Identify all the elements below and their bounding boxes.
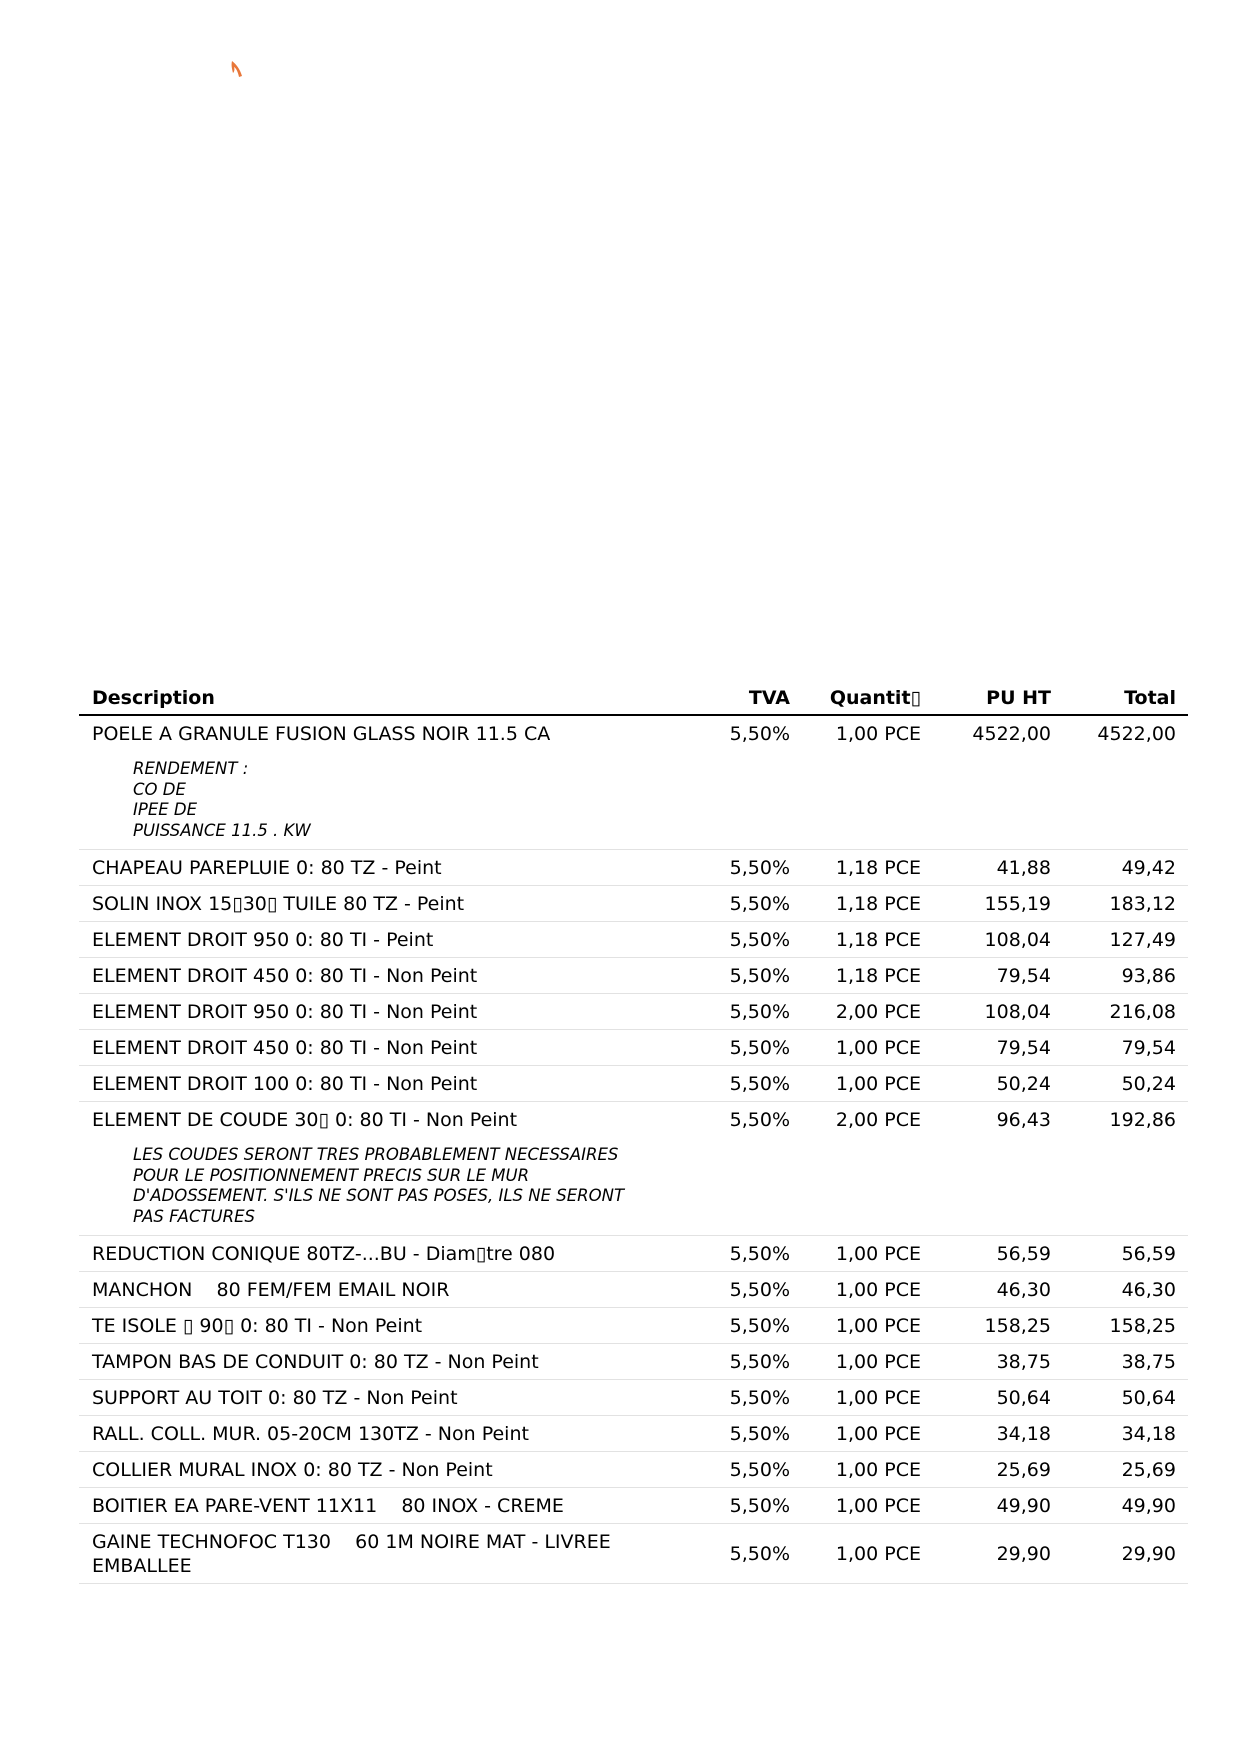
row-quantity: 1,00 PCE: [835, 1423, 921, 1445]
row-total: 46,30: [1121, 1279, 1176, 1301]
row-description-text: POELE A GRANULE FUSION GLASS NOIR 11.5 CA: [92, 723, 551, 745]
row-description: [79, 1278, 696, 1302]
row-total: 4522,00: [1097, 723, 1176, 745]
invoice-table: [79, 680, 1188, 1584]
row-note-line: PAS FACTURES: [133, 1206, 255, 1226]
table-row: [79, 1066, 1188, 1102]
table-row: [79, 1452, 1188, 1488]
row-description-text: COLLIER MURAL INOX 0: 80 TZ - Non Peint: [92, 1459, 493, 1481]
row-pu-ht: 25,69: [996, 1459, 1051, 1481]
row-quantity: 1,18 PCE: [835, 857, 921, 879]
logo-flame-icon: [230, 60, 246, 80]
row-tva: 5,50%: [729, 893, 790, 915]
row-tva: 5,50%: [729, 1495, 790, 1517]
row-quantity: 1,18 PCE: [835, 893, 921, 915]
row-description-text: BOITIER EA PARE-VENT 11X11 80 INOX - CREME: [92, 1495, 564, 1517]
row-tva: 5,50%: [729, 965, 790, 987]
row-total: 29,90: [1121, 1543, 1176, 1565]
row-description-text: REDUCTION CONIQUE 80TZ-...BU - Diam▯tre 080: [92, 1243, 556, 1265]
table-row: [79, 958, 1188, 994]
row-pu-ht: 29,90: [996, 1543, 1051, 1565]
row-description: [79, 892, 696, 916]
row-total: 49,42: [1121, 857, 1176, 879]
row-pu-ht: 41,88: [996, 857, 1051, 879]
row-description-text: ELEMENT DE COUDE 30▯ 0: 80 TI - Non Peint: [92, 1109, 518, 1131]
row-description: [79, 1422, 696, 1446]
row-description: [79, 1458, 696, 1482]
row-description: [79, 1530, 696, 1578]
row-total: 25,69: [1121, 1459, 1176, 1481]
row-quantity: 1,00 PCE: [835, 1315, 921, 1337]
row-total: 38,75: [1121, 1351, 1176, 1373]
row-tva: 5,50%: [729, 1423, 790, 1445]
header-quantity: Quantit▯: [829, 687, 921, 709]
table-row: [79, 886, 1188, 922]
row-description-line: EMBALLEE: [92, 1555, 192, 1577]
row-tva: 5,50%: [729, 1001, 790, 1023]
row-description-text: SUPPORT AU TOIT 0: 80 TZ - Non Peint: [92, 1387, 458, 1409]
row-description-line: GAINE TECHNOFOC T130 60 1M NOIRE MAT - LIVREE: [92, 1531, 611, 1553]
row-tva: 5,50%: [729, 1109, 790, 1131]
header-tva: TVA: [748, 687, 790, 709]
header-pu-ht: PU HT: [986, 687, 1051, 709]
table-row: [79, 850, 1188, 886]
table-row: [79, 1524, 1188, 1584]
table-row: [79, 922, 1188, 958]
row-total: 79,54: [1121, 1037, 1176, 1059]
table-row: [79, 1488, 1188, 1524]
row-total: 216,08: [1109, 1001, 1176, 1023]
row-total: 158,25: [1109, 1315, 1176, 1337]
row-description-text: CHAPEAU PAREPLUIE 0: 80 TZ - Peint: [92, 857, 442, 879]
row-description-text: SOLIN INOX 15▯30▯ TUILE 80 TZ - Peint: [92, 893, 465, 915]
row-quantity: 1,00 PCE: [835, 1459, 921, 1481]
row-description: [79, 722, 696, 844]
row-note-line: RENDEMENT :: [133, 759, 249, 778]
row-tva: 5,50%: [729, 1387, 790, 1409]
table-header: [79, 680, 1188, 716]
row-tva: 5,50%: [729, 929, 790, 951]
row-quantity: 1,18 PCE: [835, 929, 921, 951]
row-quantity: 1,00 PCE: [835, 1243, 921, 1265]
row-note-line: CO DE: [133, 779, 186, 799]
row-description-text: TE ISOLE ▯ 90▯ 0: 80 TI - Non Peint: [92, 1315, 423, 1337]
row-quantity: 1,00 PCE: [835, 723, 921, 745]
row-pu-ht: 158,25: [984, 1315, 1051, 1337]
row-note-line: D'ADOSSEMENT. S'ILS NE SONT PAS POSES, ILS NE SERONT: [133, 1186, 625, 1205]
row-description-text: RALL. COLL. MUR. 05-20CM 130TZ - Non Peint: [92, 1423, 529, 1445]
row-note-line: LES COUDES SERONT TRES PROBABLEMENT NECESSAIRES: [133, 1145, 619, 1164]
row-total: 183,12: [1109, 893, 1176, 915]
row-description-text: MANCHON 80 FEM/FEM EMAIL NOIR: [92, 1279, 450, 1301]
row-description-text: ELEMENT DROIT 950 0: 80 TI - Peint: [92, 929, 434, 951]
row-quantity: 2,00 PCE: [835, 1109, 921, 1131]
header-description: Description: [92, 687, 215, 709]
row-tva: 5,50%: [729, 857, 790, 879]
row-tva: 5,50%: [729, 1279, 790, 1301]
row-quantity: 1,00 PCE: [835, 1351, 921, 1373]
row-note-line: POUR LE POSITIONNEMENT PRECIS SUR LE MUR: [133, 1165, 530, 1185]
row-note-line: IPEE DE: [133, 800, 198, 819]
row-pu-ht: 108,04: [984, 929, 1051, 951]
header-total: Total: [1124, 687, 1176, 709]
row-description: [79, 1494, 696, 1518]
row-description: [79, 1386, 696, 1410]
row-quantity: 1,00 PCE: [835, 1037, 921, 1059]
row-total: 127,49: [1109, 929, 1176, 951]
row-pu-ht: 108,04: [984, 1001, 1051, 1023]
row-quantity: 1,00 PCE: [835, 1073, 921, 1095]
row-tva: 5,50%: [729, 1073, 790, 1095]
row-pu-ht: 56,59: [996, 1243, 1051, 1265]
table-row: [79, 1102, 1188, 1236]
row-total: 49,90: [1121, 1495, 1176, 1517]
row-description: [79, 928, 696, 952]
row-quantity: 1,00 PCE: [835, 1387, 921, 1409]
row-total: 93,86: [1121, 965, 1176, 987]
row-quantity: 1,00 PCE: [835, 1495, 921, 1517]
row-tva: 5,50%: [729, 1459, 790, 1481]
row-pu-ht: 50,24: [996, 1073, 1051, 1095]
row-description-text: TAMPON BAS DE CONDUIT 0: 80 TZ - Non Peint: [92, 1351, 539, 1373]
row-description-text: ELEMENT DROIT 450 0: 80 TI - Non Peint: [92, 965, 478, 987]
table-row: [79, 1030, 1188, 1066]
row-tva: 5,50%: [729, 1315, 790, 1337]
table-row: [79, 716, 1188, 850]
row-quantity: 1,18 PCE: [835, 965, 921, 987]
table-row: [79, 1236, 1188, 1272]
row-description: [79, 1036, 696, 1060]
row-total: 50,24: [1121, 1073, 1176, 1095]
row-description: [79, 1242, 696, 1266]
table-row: [79, 1344, 1188, 1380]
row-description-text: ELEMENT DROIT 450 0: 80 TI - Non Peint: [92, 1037, 478, 1059]
row-pu-ht: 46,30: [996, 1279, 1051, 1301]
table-row: [79, 1416, 1188, 1452]
row-note: [92, 746, 696, 844]
row-pu-ht: 38,75: [996, 1351, 1051, 1373]
table-row: [79, 1272, 1188, 1308]
row-tva: 5,50%: [729, 723, 790, 745]
row-description-text: ELEMENT DROIT 100 0: 80 TI - Non Peint: [92, 1073, 478, 1095]
row-total: 50,64: [1121, 1387, 1176, 1409]
table-row: [79, 994, 1188, 1030]
table-row: [79, 1308, 1188, 1344]
row-pu-ht: 96,43: [996, 1109, 1051, 1131]
row-pu-ht: 34,18: [996, 1423, 1051, 1445]
row-tva: 5,50%: [729, 1351, 790, 1373]
row-note-line: PUISSANCE 11.5 . KW: [133, 820, 311, 840]
row-description: [79, 1072, 696, 1096]
row-description: [79, 1314, 696, 1338]
row-pu-ht: 79,54: [996, 965, 1051, 987]
row-description: [79, 1108, 696, 1230]
row-description: [79, 964, 696, 988]
row-description: [79, 856, 696, 880]
row-total: 34,18: [1121, 1423, 1176, 1445]
row-pu-ht: 49,90: [996, 1495, 1051, 1517]
row-description: [79, 1350, 696, 1374]
row-pu-ht: 50,64: [996, 1387, 1051, 1409]
row-pu-ht: 79,54: [996, 1037, 1051, 1059]
row-note: [92, 1132, 696, 1230]
row-description-text: ELEMENT DROIT 950 0: 80 TI - Non Peint: [92, 1001, 478, 1023]
row-quantity: 2,00 PCE: [835, 1001, 921, 1023]
row-pu-ht: 4522,00: [972, 723, 1051, 745]
row-pu-ht: 155,19: [984, 893, 1051, 915]
table-row: [79, 1380, 1188, 1416]
row-total: 56,59: [1121, 1243, 1176, 1265]
row-description: [79, 1000, 696, 1024]
row-quantity: 1,00 PCE: [835, 1543, 921, 1565]
row-total: 192,86: [1109, 1109, 1176, 1131]
row-quantity: 1,00 PCE: [835, 1279, 921, 1301]
row-tva: 5,50%: [729, 1543, 790, 1565]
row-tva: 5,50%: [729, 1037, 790, 1059]
row-tva: 5,50%: [729, 1243, 790, 1265]
